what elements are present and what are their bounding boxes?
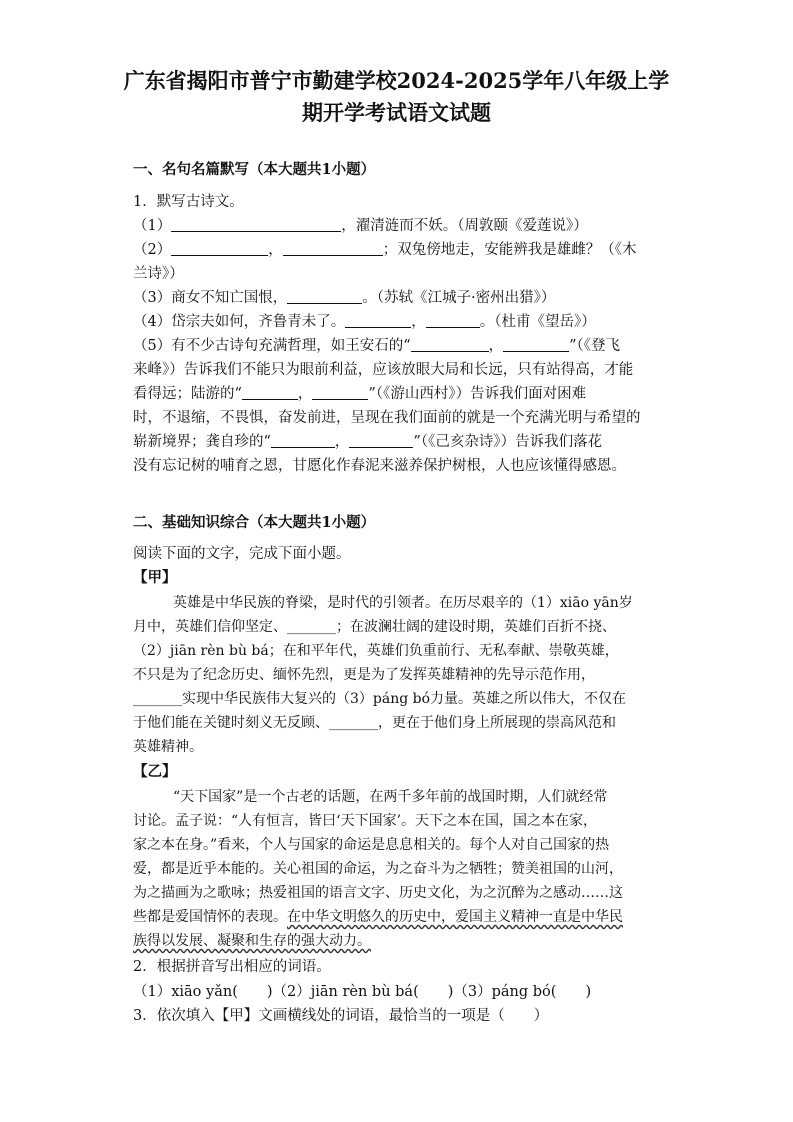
item5-source: ”（《己亥杂诗》）告诉我们落花 xyxy=(413,434,603,450)
answer-blank[interactable] xyxy=(242,383,298,400)
item5-sep: ， xyxy=(488,338,504,354)
q1-item5 xyxy=(133,334,670,358)
q1-item4 xyxy=(133,310,670,334)
item4-source: 。（杜甫《望岳》） xyxy=(479,314,596,330)
question2-options: （1）xiāo yǎn( )（2）jiān rèn bù bá( )（3）páng bó( ) xyxy=(133,984,592,1000)
answer-blank[interactable] xyxy=(283,239,383,256)
yi-line xyxy=(133,929,371,953)
item5-source: ”（《游山西村》）告诉我们面对困难 xyxy=(368,386,587,402)
jia-line: （2）jiān rèn bù bá；在和平年代，英雄们负重前行、无私奉献、崇敬英雄， xyxy=(133,643,619,659)
q1-item2 xyxy=(133,238,670,262)
answer-blank[interactable] xyxy=(349,431,413,448)
answer-blank[interactable] xyxy=(345,311,411,328)
page-title-line2: 期开学考试语文试题 xyxy=(302,100,491,125)
item2-text: ；双兔傍地走，安能辨我是雄雌？（《木 xyxy=(382,242,637,258)
jia-line: 不只是为了纪念历史、缅怀先烈，更是为了发挥英雄精神的先导示范作用， xyxy=(133,667,595,683)
q1-item5-line4: 时，不退缩，不畏惧，奋发前进，呈现在我们面前的就是一个充满光明与希望的 xyxy=(133,410,641,426)
q1-item5-line2: 来峰》）告诉我们不能只为眼前利益，应该放眼大局和长远，只有站得高，才能 xyxy=(133,362,634,378)
answer-blank[interactable] xyxy=(503,335,569,352)
jia-line: 英雄是中华民族的脊梁，是时代的引领者。在历尽艰辛的（1）xiāo yān岁 xyxy=(173,595,633,611)
q1-item5-line5 xyxy=(133,430,670,454)
yi-line: 家之本在身。”看来，个人与国家的命运是息息相关的。每个人对自己国家的热 xyxy=(133,837,610,853)
jia-line: 于他们能在关键时刻义无反顾、_______，更在于他们身上所展现的崇高风范和 xyxy=(133,715,616,731)
section1-heading: 一、名句名篇默写（本大题共1小题） xyxy=(133,161,376,178)
reading-intro: 阅读下面的文字，完成下面小题。 xyxy=(133,546,351,562)
item5-sep: ， xyxy=(297,386,313,402)
yi-line: “天下国家”是一个古老的话题，在两千多年前的战国时期，人们就经常 xyxy=(173,789,608,805)
yi-text: 些都是爱国情怀的表现。 xyxy=(133,909,287,925)
jia-line: _______实现中华民族伟大复兴的（3）páng bó力量。英雄之所以伟大，不仅在 xyxy=(133,691,627,707)
answer-blank[interactable] xyxy=(411,335,489,352)
item1-number: （1） xyxy=(133,218,172,234)
item3-source: 。（苏轼《江城子·密州出猎》） xyxy=(362,290,556,306)
item4-text: （4）岱宗夫如何，齐鲁青未了。 xyxy=(133,314,346,330)
answer-blank[interactable] xyxy=(312,383,368,400)
q1-item5-line3 xyxy=(133,382,670,406)
q1-item1 xyxy=(133,214,670,238)
item2-sep: ， xyxy=(268,242,283,258)
q1-item5-line6: 没有忘记树的哺育之恩，甘愿化作春泥来滋养保护树根，人也应该懂得感恩。 xyxy=(133,458,626,474)
yi-line: 为之描画为之歌咏；热爱祖国的语言文字、历史文化，为之沉醉为之感动……这 xyxy=(133,885,623,901)
page-title-line1: 广东省揭阳市普宁市勤建学校2024-2025学年八年级上学 xyxy=(123,68,670,93)
section2-heading: 二、基础知识综合（本大题共1小题） xyxy=(133,514,376,531)
passage-jia-label: 【甲】 xyxy=(133,569,177,586)
item2-number: （2） xyxy=(133,242,172,258)
q1-item2-cont: 兰诗》） xyxy=(133,266,184,282)
answer-blank[interactable] xyxy=(287,287,362,304)
yi-line xyxy=(133,905,623,929)
item5-sep: ， xyxy=(334,434,350,450)
wavy-underlined-sentence: 在中华文明悠久的历史中，爱国主义精神一直是中华民 xyxy=(287,909,623,925)
passage-yi-label: 【乙】 xyxy=(133,763,177,780)
answer-blank[interactable] xyxy=(171,215,341,232)
question1-prompt: 1．默写古诗文。 xyxy=(133,194,244,210)
item1-text: ，濯清涟而不妖。（周敦颐《爱莲说》） xyxy=(341,218,588,234)
jia-line: 英雄精神。 xyxy=(133,739,203,755)
answer-blank[interactable] xyxy=(271,431,335,448)
yi-line: 讨论。孟子说：“人有恒言，皆曰‘天下国家’。天下之本在国，国之本在家， xyxy=(133,813,598,829)
item5-source: ”（《登飞 xyxy=(569,338,621,354)
item5-text: （5）有不少古诗句充满哲理，如王安石的“ xyxy=(133,338,411,354)
question2-prompt: 2．根据拼音写出相应的词语。 xyxy=(133,959,331,975)
answer-blank[interactable] xyxy=(171,239,268,256)
item5-text: 看得远；陆游的“ xyxy=(133,386,242,402)
item3-text: （3）商女不知亡国恨， xyxy=(133,290,288,306)
q1-item3 xyxy=(133,286,670,310)
question3-prompt: 3．依次填入【甲】文画横线处的词语，最恰当的一项是（ ） xyxy=(133,1008,549,1024)
wavy-underlined-sentence: 族得以发展、凝聚和生存的强大动力。 xyxy=(133,933,371,949)
jia-line: 月中，英雄们信仰坚定、_______；在波澜壮阔的建设时期，英雄们百折不挠、 xyxy=(133,619,616,635)
answer-blank[interactable] xyxy=(426,311,480,328)
item4-sep: ， xyxy=(411,314,426,330)
yi-line: 爱，都是近乎本能的。关心祖国的命运，为之奋斗为之牺牲；赞美祖国的山河， xyxy=(133,861,623,877)
item5-text: 崭新境界；龚自珍的“ xyxy=(133,434,271,450)
